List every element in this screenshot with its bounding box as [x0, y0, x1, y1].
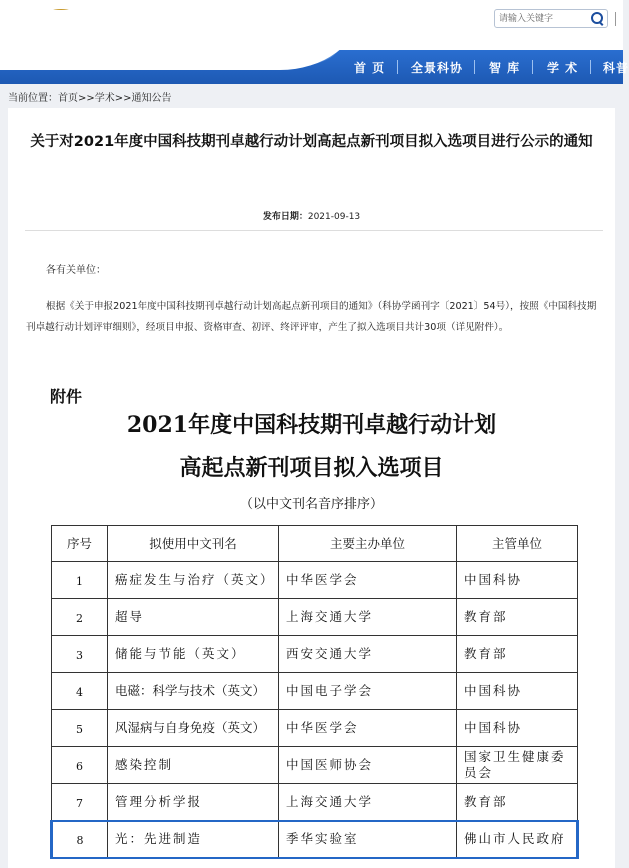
cell-supervisor: 中国科协: [457, 710, 578, 747]
cell-index: 5: [52, 710, 108, 747]
attachment-title-line1: 2021年度中国科技期刊卓越行动计划: [126, 412, 497, 438]
search-icon[interactable]: [589, 11, 605, 26]
nav-science-popularization[interactable]: 科普: [603, 61, 629, 75]
breadcrumb-separator: >>: [114, 93, 132, 104]
table-row: [52, 710, 578, 747]
breadcrumb-prefix: 当前位置：: [8, 93, 58, 104]
cell-journal-name: 癌症发生与治疗（英文）: [108, 562, 279, 599]
title-divider: [25, 230, 603, 231]
cell-supervisor: 中国科协: [457, 673, 578, 710]
table-row: [52, 636, 578, 673]
search-box: [494, 9, 608, 28]
publish-date-value: 2021-09-13: [307, 212, 361, 222]
header-index: 序号: [52, 526, 108, 562]
cell-supervisor: 佛山市人民政府: [457, 821, 578, 858]
attachment-label: 附件: [50, 387, 83, 406]
cell-sponsor: 中国医师协会: [279, 747, 457, 784]
project-table: [50, 525, 579, 859]
article-title: 关于对2021年度中国科技期刊卓越行动计划高起点新刊项目拟入选项目进行公示的通知: [30, 134, 593, 150]
attachment-subtitle: （以中文刊名音序排序）: [239, 497, 383, 512]
header-divider: [615, 12, 616, 26]
nav-think-tank[interactable]: 智 库: [489, 61, 521, 75]
table-row: [52, 747, 578, 784]
header-sponsor: 主要主办单位: [279, 526, 457, 562]
breadcrumb-home[interactable]: 首页: [58, 93, 78, 104]
cell-journal-name: 风湿病与自身免疫（英文）: [108, 710, 279, 747]
cell-index: 8: [52, 821, 108, 858]
cell-journal-name: 电磁：科学与技术（英文）: [108, 673, 279, 710]
table-row: [52, 599, 578, 636]
cell-sponsor: 中华医学会: [279, 562, 457, 599]
table-row: [52, 673, 578, 710]
table-row-highlighted: [52, 821, 578, 858]
nav-academic[interactable]: 学 术: [547, 61, 579, 75]
header-journal-name: 拟使用中文刊名: [108, 526, 279, 562]
cell-journal-name: 光：先进制造: [108, 821, 279, 858]
cell-index: 6: [52, 747, 108, 784]
cell-index: 2: [52, 599, 108, 636]
breadcrumb-separator: >>: [78, 93, 95, 104]
table-row: [52, 562, 578, 599]
breadcrumb-notices[interactable]: 通知公告: [131, 93, 172, 104]
cell-journal-name: 感染控制: [108, 747, 279, 784]
table-row: [52, 784, 578, 821]
cell-supervisor: 教育部: [457, 784, 578, 821]
cell-supervisor: 教育部: [457, 599, 578, 636]
cell-index: 1: [52, 562, 108, 599]
publish-date-label: 发布日期：: [262, 212, 308, 222]
cell-sponsor: 中国电子学会: [279, 673, 457, 710]
cell-supervisor: 国家卫生健康委员会: [457, 747, 578, 784]
breadcrumb-academic[interactable]: 学术: [94, 93, 115, 104]
nav-panorama[interactable]: 全景科协: [411, 61, 464, 75]
attachment-title-line2: 高起点新刊项目拟入选项目: [179, 455, 444, 481]
cell-supervisor: 教育部: [457, 636, 578, 673]
site-header: [0, 0, 629, 84]
cell-journal-name: 管理分析学报: [108, 784, 279, 821]
header-supervisor: 主管单位: [457, 526, 578, 562]
article-salutation: 各有关单位：: [46, 265, 106, 276]
publish-date: [8, 209, 615, 222]
cell-sponsor: 中华医学会: [279, 710, 457, 747]
cell-sponsor: 上海交通大学: [279, 599, 457, 636]
cell-supervisor: 中国科协: [457, 562, 578, 599]
cell-journal-name: 超导: [108, 599, 279, 636]
breadcrumb: [8, 89, 172, 104]
article-card: [8, 108, 615, 868]
cell-index: 4: [52, 673, 108, 710]
nav-home[interactable]: 首 页: [354, 61, 386, 75]
cell-sponsor: 季华实验室: [279, 821, 457, 858]
main-nav: [0, 50, 629, 84]
article-body: 根据《关于申报2021年度中国科技期刊卓越行动计划高起点新刊项目的通知》（科协学函刊字〔2021〕54号），按照《中国科技期刊卓越行动计划评审细则》，经项目申报、资格审查、初评、终评评审，产生了拟入选项目共计30项（详见附件）。: [26, 301, 597, 333]
search-input[interactable]: [499, 11, 585, 26]
cell-index: 3: [52, 636, 108, 673]
table-header-row: [52, 526, 578, 562]
cell-index: 7: [52, 784, 108, 821]
cell-sponsor: 西安交通大学: [279, 636, 457, 673]
cell-journal-name: 储能与节能（英文）: [108, 636, 279, 673]
cell-sponsor: 上海交通大学: [279, 784, 457, 821]
